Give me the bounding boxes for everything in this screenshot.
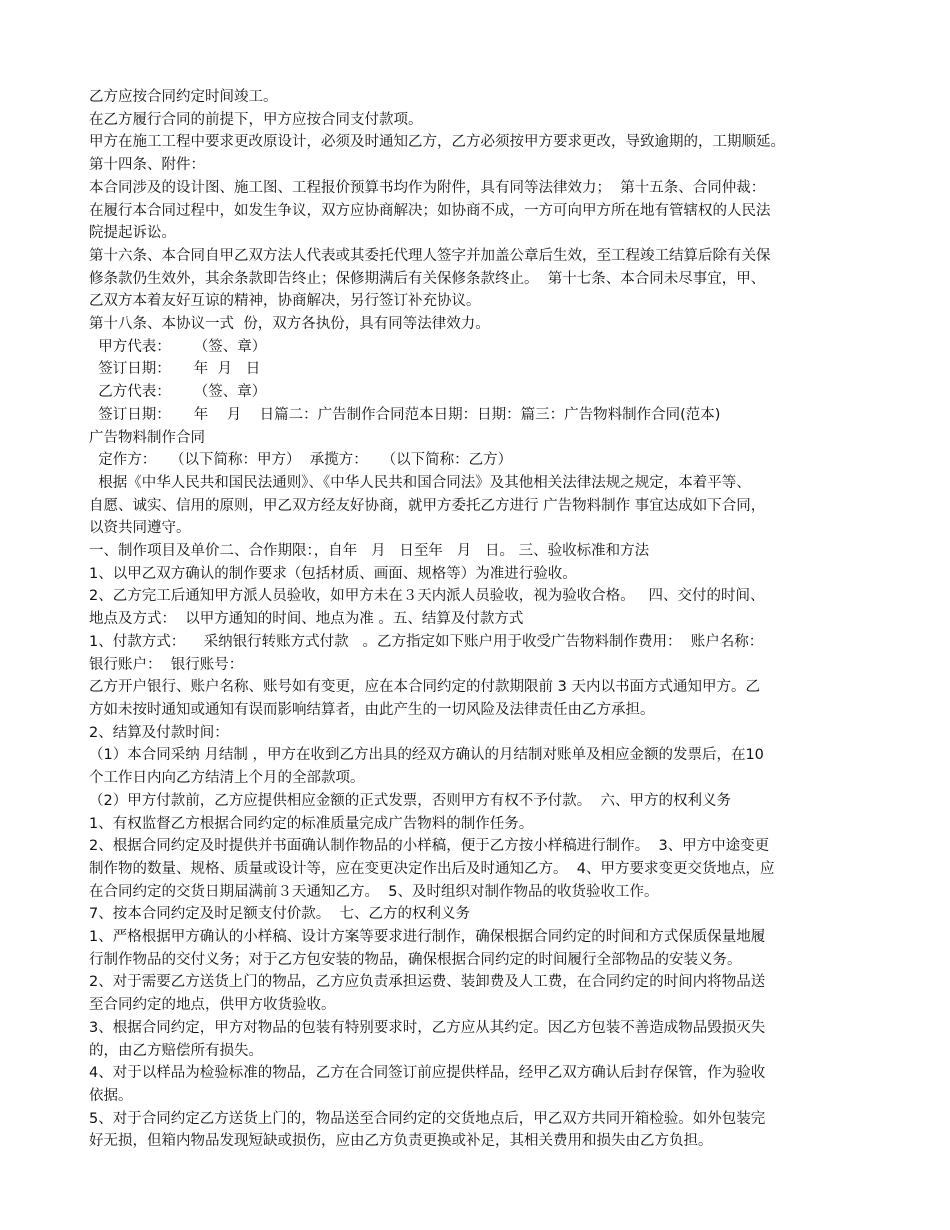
text-line: 第十八条、本协议一式 份，双方各执份，具有同等法律效力。: [89, 316, 490, 333]
text-line: 好无损，但箱内物品发现短缺或损伤，应由乙方负责更换或补足，其相关费用和损失由乙方负担。: [89, 1133, 713, 1150]
text-line: 个工作日内向乙方结清上个月的全部款项。: [89, 770, 365, 787]
text-line: 乙双方本着友好互谅的精神，协商解决，另行签订补充协议。: [89, 293, 481, 310]
text-line: 根据《中华人民共和国民法通则》、《中华人民共和国合同法》及其他相关法律法规之规定，本着平等、: [89, 474, 751, 491]
text-line: 在乙方履行合同的前提下，甲方应按合同支付款项。: [89, 111, 423, 128]
text-line: 一、制作项目及单价二、合作期限：，自年 月 日至年 月 日。 三、验收标准和方法: [89, 543, 650, 560]
text-line: 定作方： （以下简称：甲方） 承揽方： （以下简称：乙方）: [89, 452, 513, 469]
text-line: 2、结算及付款时间：: [89, 724, 229, 741]
text-line: （1）本合同采纳 月结制 ，甲方在收到乙方出具的经双方确认的月结制对账单及相应金额的发票后，在10: [89, 747, 764, 764]
text-line: 在合同约定的交货日期届满前３天通知乙方。 5、及时组织对制作物品的收货验收工作。: [89, 883, 659, 900]
text-line: 4、对于以样品为检验标准的物品，乙方在合同签订前应提供样品，经甲乙双方确认后封存保管，作为验收: [89, 1065, 766, 1082]
text-line: 1、严格根据甲方确认的小样稿、设计方案等要求进行制作，确保根据合同约定的时间和方式保质保量地履: [89, 929, 766, 946]
text-line: 乙方应按合同约定时间竣工。: [89, 89, 278, 105]
text-line: 第十六条、本合同自甲乙双方法人代表或其委托代理人签字并加盖公章后生效，至工程竣工结算后除有关保: [89, 247, 771, 264]
text-line: 乙方代表： （签、章）: [89, 384, 267, 401]
text-line: 2、根据合同约定及时提供并书面确认制作物品的小样稿，便于乙方按小样稿进行制作。 3、甲方中途变更: [89, 838, 770, 855]
text-line: （2）甲方付款前，乙方应提供相应金额的正式发票，否则甲方有权不予付款。 六、甲方的权利义务: [89, 792, 731, 809]
text-line: 自愿、诚实、信用的原则，甲乙双方经友好协商，就甲方委托乙方进行 广告物料制作 事宜达成如下合同，: [89, 497, 766, 514]
text-line: 2、对于需要乙方送货上门的物品，乙方应负责承担运费、装卸费及人工费，在合同约定的时间内将物品送: [89, 974, 766, 991]
text-line: 修条款仍生效外，其余条款即告终止；保修期满后有关保修条款终止。 第十七条、本合同未尽事宜，甲、: [89, 270, 766, 287]
text-line: 至合同约定的地点，供甲方收货验收。: [89, 997, 336, 1014]
text-line: 3、根据合同约定，甲方对物品的包装有特别要求时，乙方应从其约定。因乙方包装不善造成物品毁损灭失: [89, 1019, 766, 1036]
text-line: 以资共同遵守。: [89, 520, 191, 537]
text-line: 本合同涉及的设计图、施工图、工程报价预算书均作为附件，具有同等法律效力； 第十五条、合同仲裁：: [89, 179, 766, 196]
text-line: 制作物的数量、规格、质量或设计等，应在变更决定作出后及时通知乙方。 4、甲方要求变更交货地点，应: [89, 860, 775, 877]
text-line: 第十四条、附件：: [89, 157, 205, 174]
text-line: 乙方开户银行、账户名称、账号如有变更，应在本合同约定的付款期限前 3 天内以书面方式通知甲方。乙: [89, 679, 760, 696]
text-line: 2、乙方完工后通知甲方派人员验收，如甲方未在３天内派人员验收，视为验收合格。 四、交付的时间、: [89, 588, 765, 605]
text-line: 1、以甲乙双方确认的制作要求（包括材质、画面、规格等）为准进行验收。: [89, 565, 577, 582]
text-line: 1、有权监督乙方根据合同约定的标准质量完成广告物料的制作任务。: [89, 815, 534, 832]
text-line: 1、付款方式： 采纳银行转账方式付款 。乙方指定如下账户用于收受广告物料制作费用： 账户名称：: [89, 633, 764, 650]
text-line: 签订日期： 年 月 日篇二：广告制作合同范本日期：日期：篇三：广告物料制作合同(范本): [89, 406, 721, 423]
text-line: 依据。: [89, 1087, 133, 1104]
text-line: 甲方在施工工程中要求更改原设计，必须及时通知乙方，乙方必须按甲方要求更改，导致逾期的，工期顺延。: [89, 134, 785, 151]
text-line: 签订日期： 年 月 日: [89, 361, 261, 378]
text-line: 的，由乙方赔偿所有损失。: [89, 1042, 263, 1059]
text-line: 方如未按时通知或通知有误而影响结算者，由此产生的一切风险及法律责任由乙方承担。: [89, 701, 655, 718]
text-line: 行制作物品的交付义务；对于乙方包安装的物品，确保根据合同约定的时间履行全部物品的安装义务。: [89, 951, 742, 968]
document-body: [89, 86, 900, 1153]
text-line: 地点及方式： 以甲方通知的时间、地点为准 。五、结算及付款方式: [89, 611, 524, 628]
text-line: 7、按本合同约定及时足额支付价款。 七、乙方的权利义务: [89, 906, 470, 923]
text-line: 5、对于合同约定乙方送货上门的，物品送至合同约定的交货地点后，甲乙双方共同开箱检验。如外包装完: [89, 1110, 766, 1127]
text-line: 院提起诉讼。: [89, 225, 176, 242]
text-line: 银行账户： 银行账号：: [89, 656, 244, 673]
text-line: 甲方代表： （签、章）: [89, 338, 267, 355]
text-line: 广告物料制作合同: [89, 429, 205, 446]
text-line: 在履行本合同过程中，如发生争议，双方应协商解决；如协商不成，一方可向甲方所在地有管辖权的人民法: [89, 202, 771, 219]
